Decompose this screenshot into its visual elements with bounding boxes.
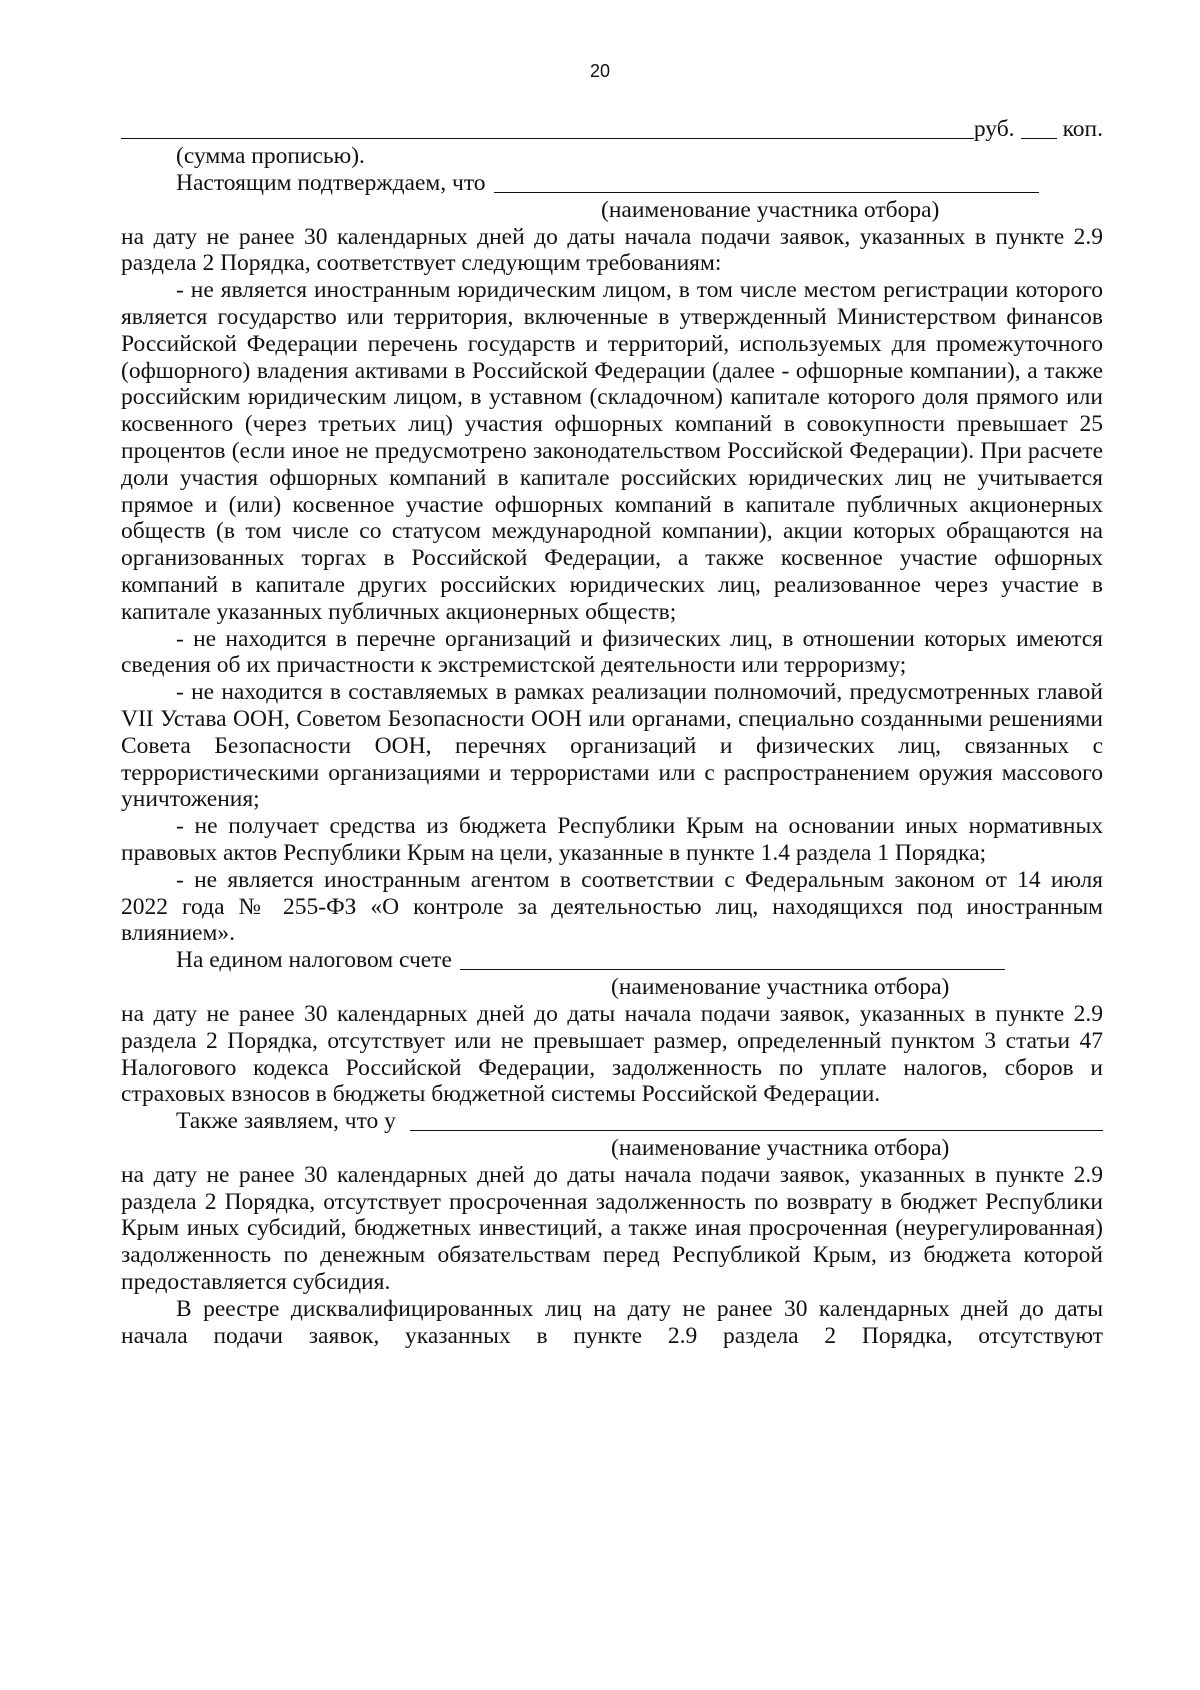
rub-label: руб. <box>973 116 1015 143</box>
declare-caption: (наименование участника отбора) <box>611 1135 950 1162</box>
requirement-budget: - не получает средства из бюджета Республики Крым на основании иных нормативных правовых актов Республики Крым на цели, указанные в пункте 1.4 раздела 1 Порядка; <box>121 813 1103 866</box>
declare-body: на дату не ранее 30 календарных дней до даты начала подачи заявок, указанных в пункте 2.9 раздела 2 Порядка, отсутствует просроченная задолженность по возврату в бюджет Республики Крым иных субсидий, бюджетных инвестиций, а также иная просроченная (неурегулированная) задолженность по денежным обязательствам перед Республикой Крым, из бюджета которой предоставляется субсидия. <box>121 1161 1103 1296</box>
confirm-line <box>121 170 1103 197</box>
sum-caption: (сумма прописью). <box>176 143 365 169</box>
sum-line <box>121 116 1103 143</box>
declare-lead: Также заявляем, что у <box>176 1108 396 1135</box>
confirm-body: на дату не ранее 30 календарных дней до даты начала подачи заявок, указанных в пункте 2.9 раздела 2 Порядка, соответствует следующим требованиям: <box>121 223 1103 277</box>
declare-line <box>121 1108 1103 1135</box>
kop-blank-line <box>1021 116 1057 139</box>
tax-body: на дату не ранее 30 календарных дней до даты начала подачи заявок, указанных в пункте 2.9 раздела 2 Порядка, отсутствует или не превышает размер, определенный пунктом 3 статьи 47 Налогового кодекса Российской Федерации, задолженность по уплате налогов, сборов и страховых взносов в бюджеты бюджетной системы Российской Федерации. <box>121 1000 1103 1108</box>
registry-body: В реестре дисквалифицированных лиц на дату не ранее 30 календарных дней до даты начала подачи заявок, указанных в пункте 2.9 раздела 2 Порядка, отсутствуют <box>121 1295 1103 1349</box>
kop-label: коп. <box>1062 116 1103 143</box>
confirm-caption: (наименование участника отбора) <box>601 196 940 223</box>
tax-lead: На едином налоговом счете <box>176 947 452 974</box>
requirement-un-lists: - не находится в составляемых в рамках реализации полномочий, предусмотренных главой VII Устава ООН, Советом Безопасности ООН или органами, специально созданными решениями Совета Безопасности ООН, перечнях организаций и физических лиц, связанных с террористическими организациями и террористами или с распространением оружия массового уничтожения; <box>121 679 1103 813</box>
page-number: 20 <box>589 61 611 81</box>
tax-blank-line <box>460 947 1005 970</box>
confirm-lead: Настоящим подтверждаем, что <box>176 170 486 196</box>
document-body <box>121 116 1103 1349</box>
sum-blank-line <box>121 116 974 139</box>
requirement-offshore: - не является иностранным юридическим лицом, в том числе местом регистрации которого является государство или территория, включенные в утвержденный Министерством финансов Российской Федерации перечень государств и территорий, используемых для промежуточного (офшорного) владения активами в Российской Федерации (далее - офшорные компании), а также российским юридическим лицом, в уставном (складочном) капитале которого доля прямого или косвенного (через третьих лиц) участия офшорных компаний в совокупности превышает 25 процентов (если иное не предусмотрено законодательством Российской Федерации). При расчете доли участия офшорных компаний в капитале российских юридических лиц не учитывается прямое и (или) косвенное участие офшорных компаний в капитале публичных акционерных обществ (в том числе со статусом международной компании), акции которых обращаются на организованных торгах в Российской Федерации, а также косвенное участие офшорных компаний в капитале других российских юридических лиц, реализованное через участие в капитале указанных публичных акционерных обществ; <box>121 277 1103 625</box>
requirement-foreign-agent: - не является иностранным агентом в соответствии с Федеральным законом от 14 июля 2022 года № 255-ФЗ «О контроле за деятельностью лиц, находящихся под иностранным влиянием». <box>121 866 1103 947</box>
requirement-extremism: - не находится в перечне организаций и физических лиц, в отношении которых имеются сведения об их причастности к экстремистской деятельности или терроризму; <box>121 625 1103 679</box>
tax-line <box>121 947 1103 974</box>
declare-blank-line <box>410 1108 1103 1131</box>
confirm-blank-line <box>494 170 1039 193</box>
tax-caption: (наименование участника отбора) <box>611 974 950 1001</box>
